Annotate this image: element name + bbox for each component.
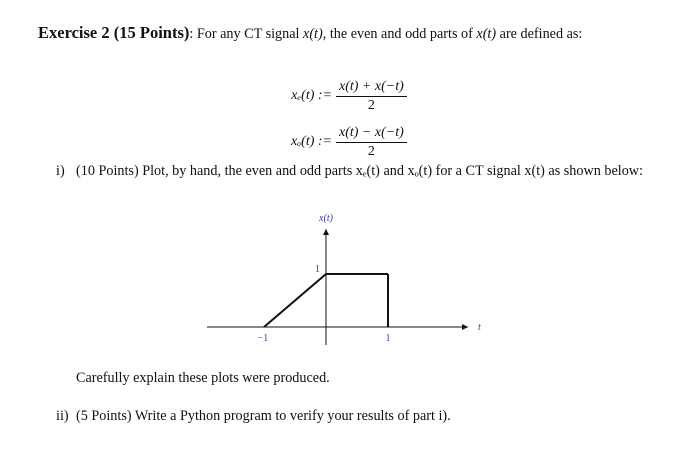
part-i-label: i) <box>56 163 65 179</box>
y-axis-label: x(t) <box>319 213 333 224</box>
even-numerator: x(t) + x(−t) <box>336 79 407 97</box>
part-i-text: (10 Points) Plot, by hand, the even and odd parts xₑ(t) and xₒ(t) for a CT signal x(t) as shown below: <box>76 163 643 179</box>
intro-text-1: : For any CT signal <box>189 26 304 42</box>
x-tick-neg1-label: −1 <box>257 333 269 344</box>
explain-instruction: Carefully explain these plots were produced. <box>76 370 330 386</box>
even-denominator: 2 <box>367 97 375 113</box>
odd-lhs: xₒ(t) := <box>290 134 332 149</box>
signal-segment <box>264 274 326 327</box>
x-axis-label: t <box>478 322 481 333</box>
intro-signal-2: x(t) <box>476 26 497 42</box>
intro-signal: x(t) <box>303 26 323 42</box>
odd-denominator: 2 <box>367 143 375 159</box>
y-tick-1-label: 1 <box>315 264 320 275</box>
even-lhs: xₑ(t) := <box>291 88 332 103</box>
exercise-heading: Exercise 2 (15 Points) <box>38 23 190 42</box>
x-tick-1-label: 1 <box>385 333 391 344</box>
intro-text-3: are defined as: <box>496 26 583 42</box>
part-ii-label: ii) <box>56 408 69 424</box>
intro-text-2: , the even and odd parts of <box>322 26 477 42</box>
part-ii <box>56 407 666 426</box>
odd-numerator: x(t) − x(−t) <box>336 125 407 143</box>
part-ii-text: (5 Points) Write a Python program to verify your results of part i). <box>76 408 451 424</box>
